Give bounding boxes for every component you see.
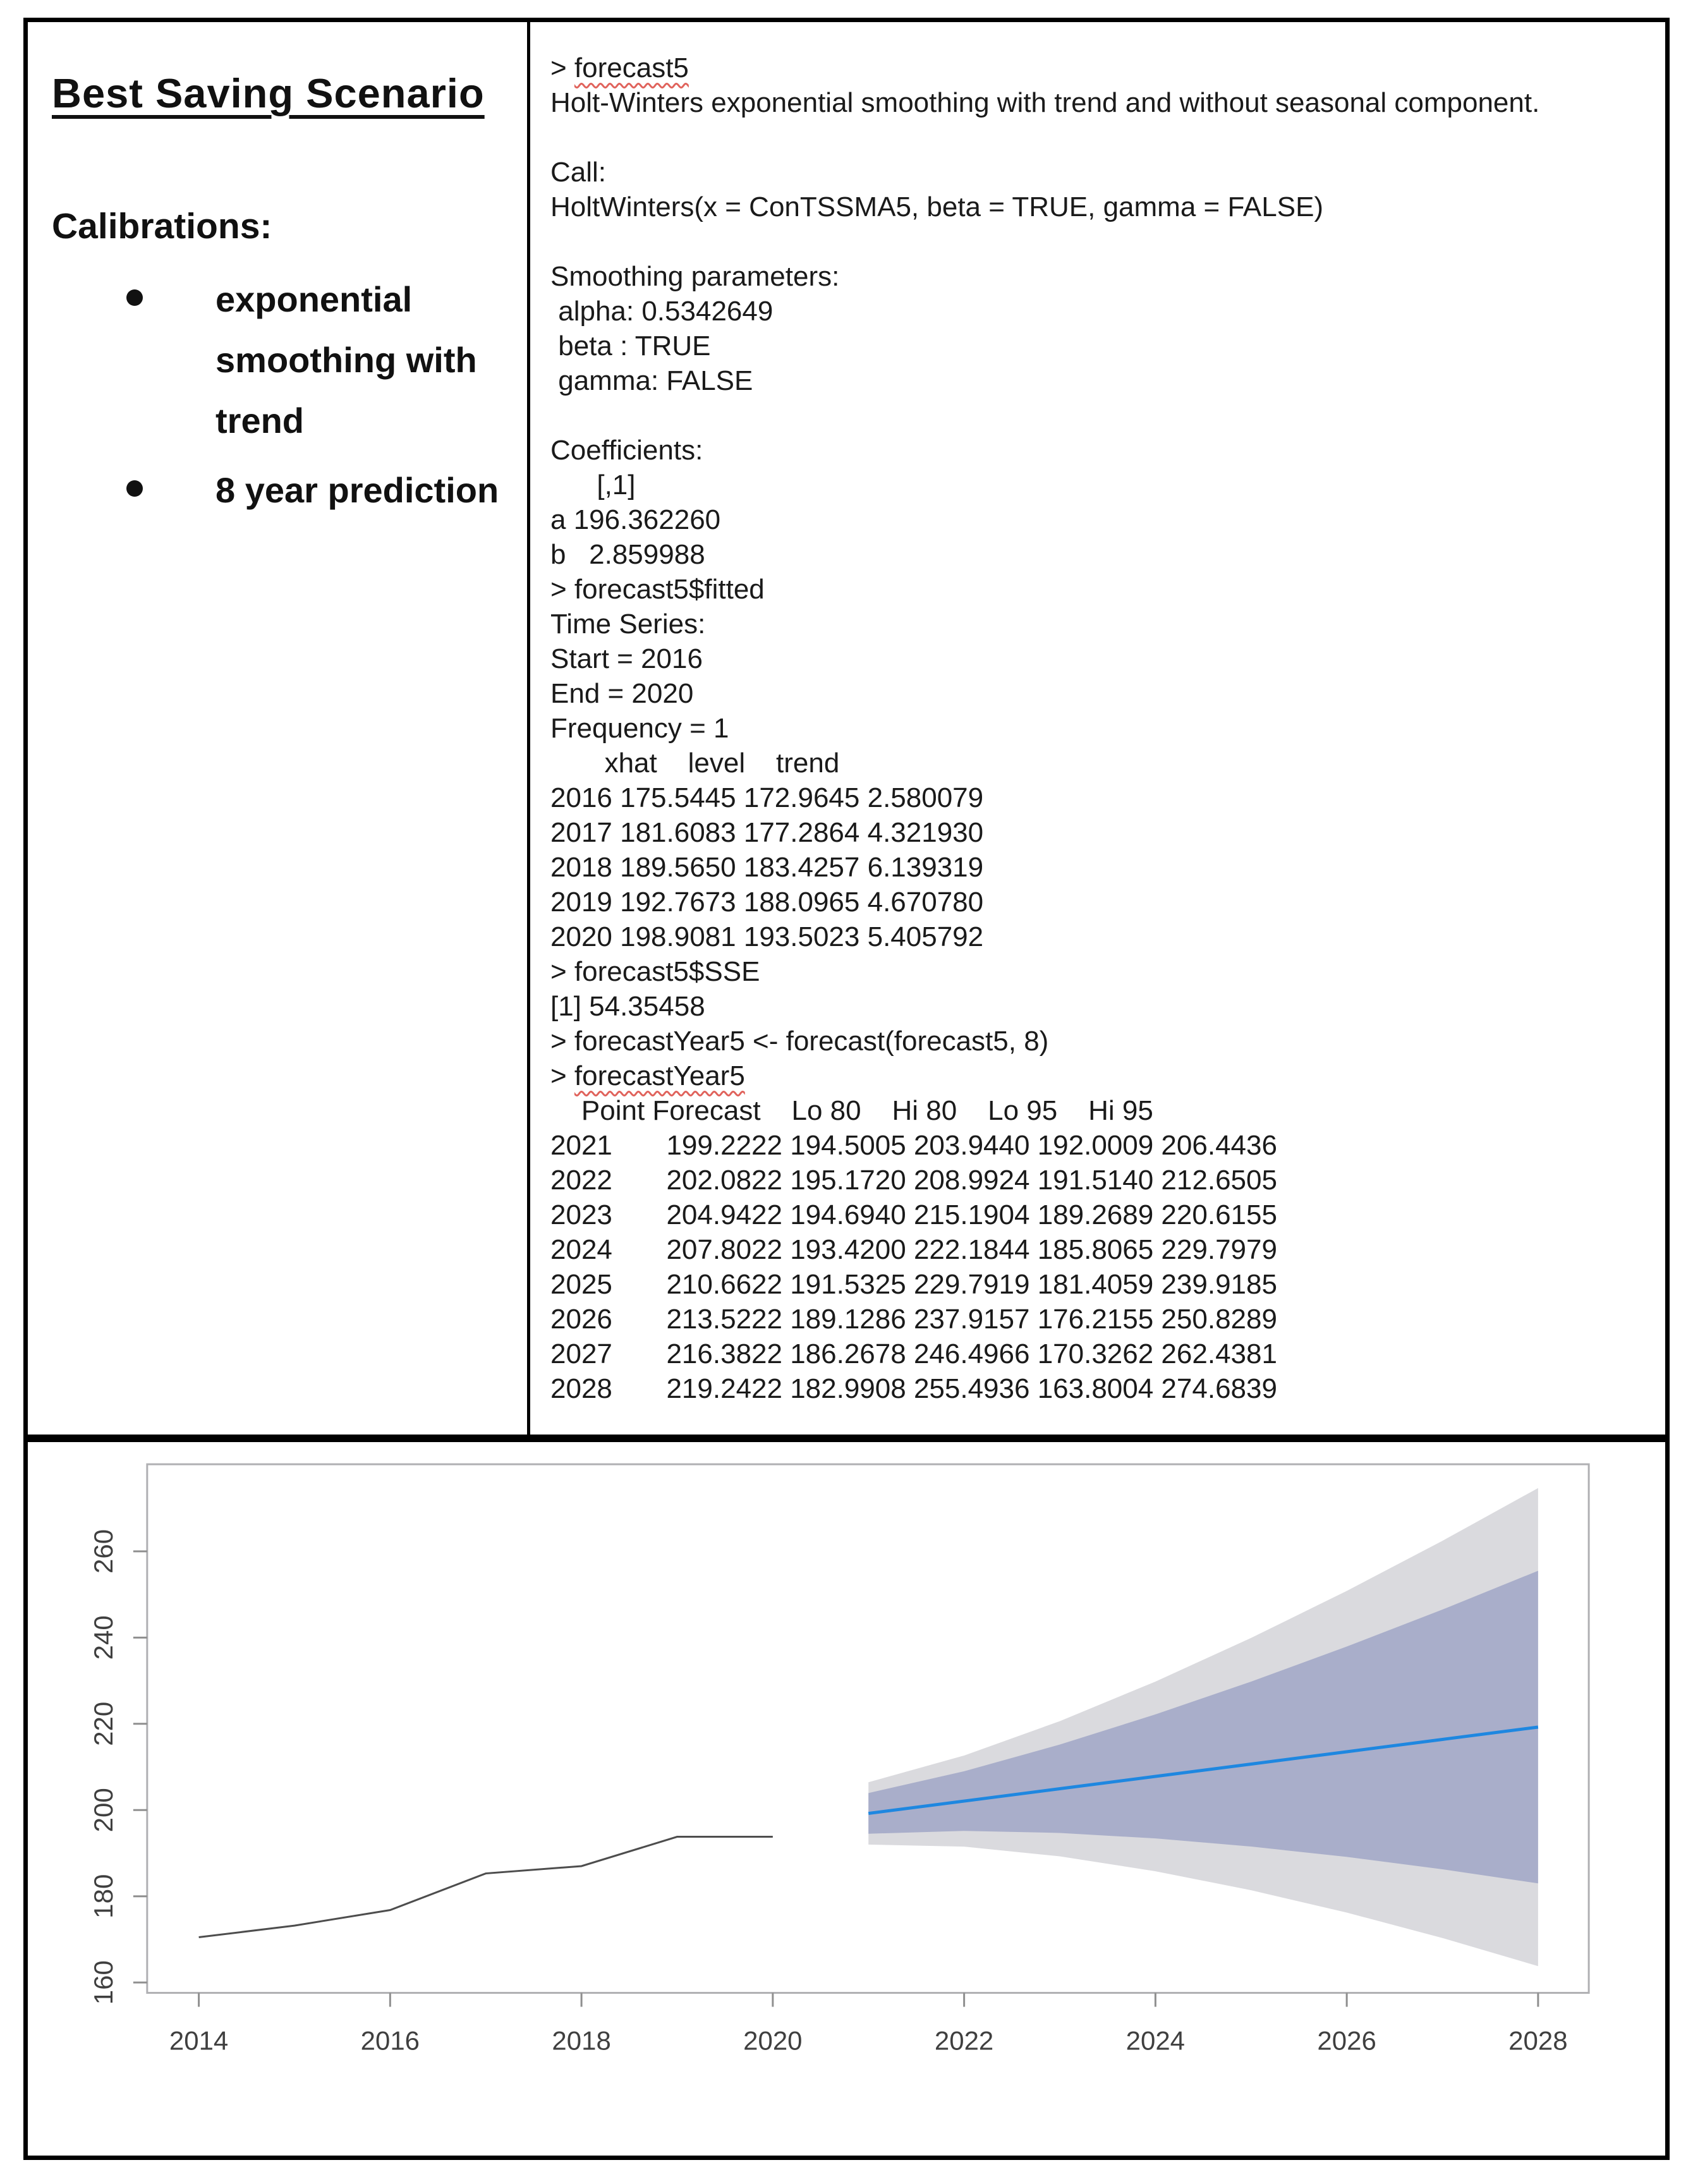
x-tick-label: 2026: [1317, 2025, 1376, 2056]
console-line: alpha: 0.5342649: [550, 296, 774, 327]
console-line: 2025 210.6622 191.5325 229.7919 181.4059 239.9185: [550, 1269, 1277, 1300]
observed-line: [199, 1837, 773, 1938]
console-line: Call:: [550, 157, 607, 188]
console-output: [550, 51, 1659, 1406]
console-line: 2020 198.9081 193.5023 5.405792: [550, 921, 984, 952]
console-line: xhat level trend: [550, 748, 840, 779]
scenario-panel: [28, 22, 527, 1435]
console-line: > forecast5: [550, 52, 689, 83]
list-item: [126, 269, 514, 451]
forecast-plot: [28, 1442, 1665, 2156]
console-line: HoltWinters(x = ConTSSMA5, beta = TRUE, gamma = FALSE): [550, 191, 1324, 222]
page-title: Best Saving Scenario: [52, 70, 485, 116]
console-line: 2017 181.6083 177.2864 4.321930: [550, 817, 984, 848]
x-tick-label: 2024: [1126, 2025, 1186, 2056]
section-divider: [28, 1435, 1665, 1442]
y-tick-label: 200: [88, 1788, 118, 1833]
console-line: > forecastYear5 <- forecast(forecast5, 8): [550, 1026, 1049, 1057]
calibrations-list: [52, 269, 514, 521]
console-line: a 196.362260: [550, 504, 721, 535]
calibrations-label: Calibrations:: [52, 206, 272, 246]
console-line: Holt-Winters exponential smoothing with trend and without seasonal component.: [550, 87, 1540, 118]
console-line: Time Series:: [550, 609, 706, 640]
console-line: Start = 2016: [550, 643, 703, 674]
console-line: 2019 192.7673 188.0965 4.670780: [550, 887, 984, 918]
console-line: Smoothing parameters:: [550, 261, 840, 292]
bullet-icon: [126, 480, 143, 497]
x-tick-label: 2020: [743, 2025, 803, 2056]
console-line: 2023 204.9422 194.6940 215.1904 189.2689 220.6155: [550, 1199, 1277, 1230]
console-line: 2022 202.0822 195.1720 208.9924 191.5140 212.6505: [550, 1165, 1277, 1196]
y-tick-label: 180: [88, 1874, 118, 1919]
x-tick-label: 2018: [552, 2025, 611, 2056]
y-tick-label: 240: [88, 1615, 118, 1660]
console-line: [550, 120, 1659, 155]
console-line: 2016 175.5445 172.9645 2.580079: [550, 782, 984, 813]
x-tick-label: 2016: [360, 2025, 420, 2056]
console-line: End = 2020: [550, 678, 694, 709]
console-line: > forecastYear5: [550, 1060, 745, 1091]
top-section: [28, 22, 1665, 1435]
x-tick-label: 2028: [1508, 2025, 1568, 2056]
console-line: Frequency = 1: [550, 713, 729, 744]
console-line: Point Forecast Lo 80 Hi 80 Lo 95 Hi 95: [550, 1095, 1153, 1126]
x-tick-label: 2014: [169, 2025, 229, 2056]
console-line: 2018 189.5650 183.4257 6.139319: [550, 852, 984, 883]
y-tick-label: 260: [88, 1529, 118, 1574]
console-line: beta : TRUE: [550, 331, 711, 361]
console-line: [550, 224, 1659, 259]
chart-section: [28, 1442, 1665, 2156]
console-line: 2024 207.8022 193.4200 222.1844 185.8065 229.7979: [550, 1234, 1277, 1265]
calibration-item-label: 8 year prediction: [215, 470, 499, 510]
console-panel: [530, 22, 1665, 1435]
console-line: 2027 216.3822 186.2678 246.4966 170.3262 262.4381: [550, 1338, 1277, 1369]
x-tick-label: 2022: [934, 2025, 994, 2056]
console-line: 2028 219.2422 182.9908 255.4936 163.8004 274.6839: [550, 1373, 1277, 1404]
y-tick-label: 220: [88, 1701, 118, 1746]
y-tick-label: 160: [88, 1960, 118, 2005]
console-line: [,1]: [550, 470, 636, 500]
console-line: Coefficients:: [550, 435, 703, 466]
console-line: > forecast5$SSE: [550, 956, 760, 987]
console-line: [1] 54.35458: [550, 991, 705, 1022]
report-frame: [23, 18, 1670, 2160]
list-item: [126, 460, 514, 521]
console-line: [550, 398, 1659, 433]
console-line: > forecast5$fitted: [550, 574, 765, 605]
console-line: b 2.859988: [550, 539, 705, 570]
console-line: 2021 199.2222 194.5005 203.9440 192.0009 206.4436: [550, 1130, 1277, 1161]
bullet-icon: [126, 289, 143, 306]
calibration-item-label: exponential smoothing with trend: [215, 279, 477, 440]
console-line: 2026 213.5222 189.1286 237.9157 176.2155 250.8289: [550, 1304, 1277, 1335]
console-line: gamma: FALSE: [550, 365, 753, 396]
